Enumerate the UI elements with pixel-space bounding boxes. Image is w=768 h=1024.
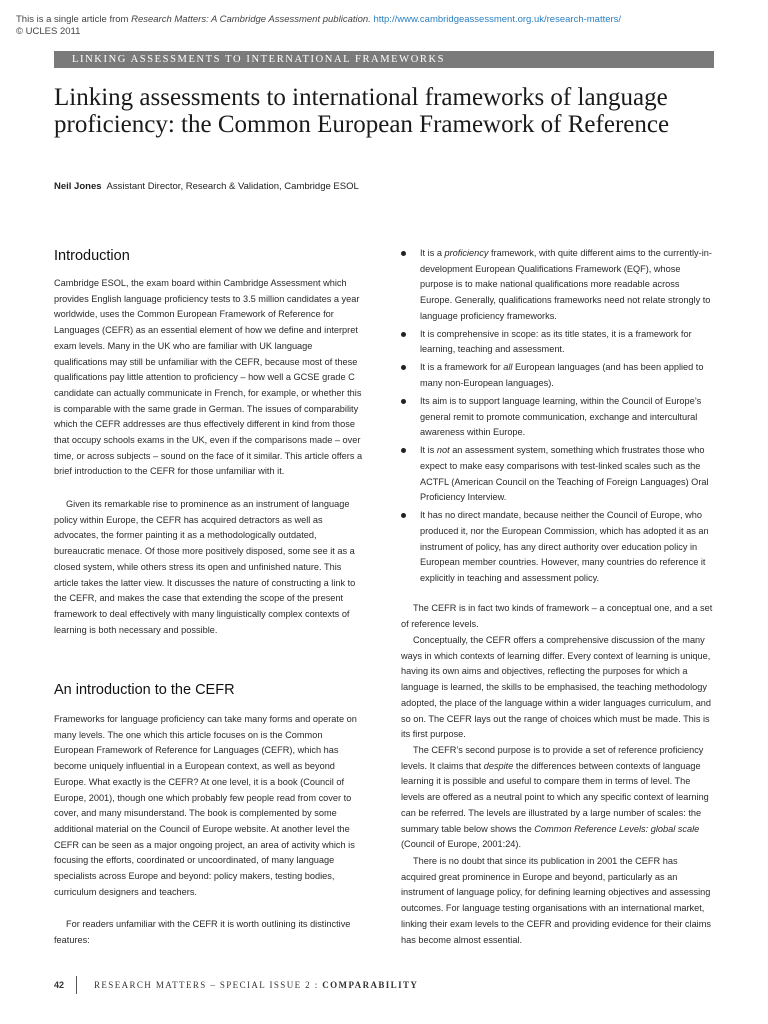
reference-levels-paragraph: The CEFR’s second purpose is to provide a set of reference proficiency levels. It claims that despite the differences between contexts of language learning it is possible and useful to compare them in terms of level. The levels are offered as a neutral point to which any specific context of learning can be referred. The levels are illustrated by a large number of scales: the summary table below shows the Common Reference Levels: global scale (Council of Europe, 2001:24). [401, 745, 709, 850]
list-item: Its aim is to support language learning, within the Council of Europe’s general remit to promote communication, exchange and intercultural awareness within Europe. [401, 394, 714, 441]
list-item: It is not an assessment system, something which frustrates those who expect to make easy comparisons with test-linked scales such as the ACTFL (American Council on the Teaching of Foreign Languages) Oral Proficiency Interview. [401, 443, 714, 506]
intro-paragraph-2: Given its remarkable rise to prominence as an instrument of language policy within Europe, the CEFR has acquired detractors as well as advocates, the former painting it as a methodologically outdated, bureaucratic menace. Of those more positively disposed, some see it as a closed system, while others stress its open and unfinished nature. This article takes the latter view. It discusses the nature of constructing a link to the CEFR, and makes the case that extending the scope of the present framework to deal effectively with many linguistically complex contexts of learning is both necessary and possible. [54, 499, 356, 635]
notice-line [16, 14, 736, 26]
bullet-dot-icon [401, 448, 406, 453]
bullet-dot-icon [401, 365, 406, 370]
article-title: Linking assessments to international frameworks of language proficiency: the Common European Framework of Reference [54, 84, 670, 138]
bullet-dot-icon [401, 513, 406, 518]
list-item: It is a proficiency framework, with quite different aims to the currently-in-development European Qualifications Framework (EQF), whose purpose is to make national qualifications more readable across Europe. Generally, qualifications frameworks need not relate strongly to language proficiency frameworks. [401, 246, 714, 325]
bullet-dot-icon [401, 332, 406, 337]
publication-name: Research Matters: A Cambridge Assessment publication. [131, 14, 371, 25]
list-item: It is comprehensive in scope: as its title states, it is a framework for learning, teaching and assessment. [401, 327, 714, 358]
author-role: Assistant Director, Research & Validation, Cambridge ESOL [106, 181, 359, 192]
list-item: It has no direct mandate, because neither the Council of Europe, who produced it, nor the European Commission, which has adopted it as an instrument of policy, has any direct authority over education policy in European member countries. However, many countries do reference it explicitly in teaching and assessment policy. [401, 508, 714, 587]
author-name: Neil Jones [54, 181, 102, 192]
section-band: LINKING ASSESSMENTS TO INTERNATIONAL FRAMEWORKS [54, 51, 714, 68]
conceptual-paragraph: Conceptually, the CEFR offers a comprehensive discussion of the many ways in which contexts of learning differ. Every context of learning is unique, having its own aims and objectives, reflecting the purposes for which a language is learned, the skills to be emphasised, the teaching methodology adopted, the place of the language within a wider languages curriculum, and so on. The CEFR lays out the range of choices which must be made. This is its first purpose. [401, 635, 712, 740]
intro-paragraph-1: Cambridge ESOL, the exam board within Cambridge Assessment which provides English language proficiency tests to 3.5 million candidates a year worldwide, uses the Common European Framework of Reference for Languages (CEFR) as an essential element of how we define and interpret exam levels. Many in the UK who are familiar with UK language qualifications may still be unfamiliar with the CEFR, because most of these qualifications pay little attention to proficiency – how well a GCSE grade C candidate can actually communicate in French, for example, or whether this is comparable with the same grade in German. The issues of comparability which the CEFR addresses are thus effectively different in kind from those that occupy schools exams in the UK, even if the comparisons made – over time, or across subjects – sound on the face of it similar. This article offers a brief introduction to the CEFR for those unfamiliar with it. [54, 278, 363, 477]
cefr-intro-heading: An introduction to the CEFR [54, 682, 235, 698]
running-head: RESEARCH MATTERS – SPECIAL ISSUE 2 : COMPARABILITY [94, 980, 419, 990]
framework-kinds-paragraph: The CEFR is in fact two kinds of framework – a conceptual one, and a set of reference levels. [401, 603, 713, 629]
footer-divider [76, 976, 77, 994]
bullet-dot-icon [401, 251, 406, 256]
cefr-features-list [401, 246, 714, 589]
prominence-paragraph: There is no doubt that since its publication in 2001 the CEFR has acquired great prominence in Europe and beyond, particularly as an instrument of language policy, for defining learning objectives and assessing outcomes. For language testing organisations with an international market, linking their exam levels to the CEFR and providing evidence for their claims has become almost essential. [401, 856, 711, 945]
cefr-paragraph-2: For readers unfamiliar with the CEFR it is worth outlining its distinctive features: [54, 919, 351, 945]
notice-prefix: This is a single article from [16, 14, 132, 25]
page-number: 42 [54, 980, 65, 990]
page-footer [54, 976, 714, 996]
copyright-notice [16, 14, 736, 37]
research-matters-link[interactable]: http://www.cambridgeassessment.org.uk/research-matters/ [373, 14, 622, 25]
list-item: It is a framework for all European languages (and has been applied to many non-European languages). [401, 360, 714, 391]
cefr-paragraph-1: Frameworks for language proficiency can take many forms and operate on many levels. The one which this article focuses on is the Common European Framework of Reference for Languages (CEFR), which has become uniquely influential in a European context, as well as beyond Europe. What exactly is the CEFR? At one level, it is a book (Council of Europe, 2001), though one which probably few people read from cover to cover, and many misunderstand. The book is complemented by some additional material on the Council of Europe website. At another level the CEFR can be seen as a major ongoing project, an area of activity which is focusing the efforts, coordinated or uncoordinated, of many language specialists across Europe and beyond: policy makers, testing bodies, curriculum designers and teachers. [54, 714, 357, 897]
copyright-text: © UCLES 2011 [16, 25, 81, 37]
bullet-dot-icon [401, 399, 406, 404]
byline [54, 181, 359, 192]
introduction-heading: Introduction [54, 248, 130, 264]
